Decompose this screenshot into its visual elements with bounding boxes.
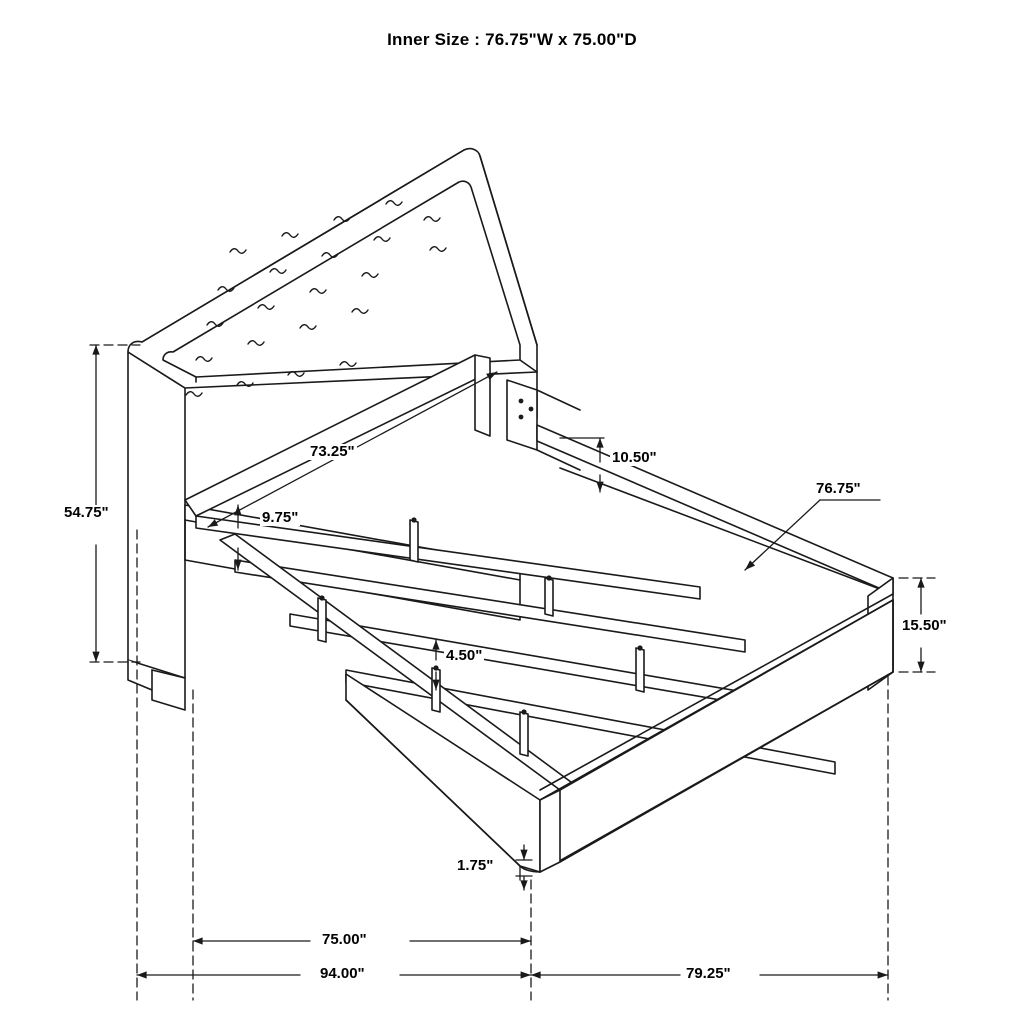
dimension-label-inner-depth: 75.00" <box>322 931 367 948</box>
dimension-label-headboard-rail-height: 10.50" <box>612 449 657 466</box>
dimension-label-footboard-height: 15.50" <box>902 617 947 634</box>
frame-group <box>185 355 893 872</box>
dimension-label-overall-depth: 94.00" <box>320 965 365 982</box>
dimension-label-slat-span: 73.25" <box>310 443 355 460</box>
dimension-label-inner-width: 76.75" <box>816 480 861 497</box>
page-title: Inner Size : 76.75"W x 75.00"D <box>387 30 637 49</box>
dimension-label-headboard-height: 54.75" <box>64 504 109 521</box>
dimension-label-rail-clearance: 9.75" <box>262 509 299 526</box>
dimension-label-leg-height: 4.50" <box>446 647 483 664</box>
dimension-label-foot-clearance: 1.75" <box>457 857 494 874</box>
dimension-label-overall-width: 79.25" <box>686 965 731 982</box>
